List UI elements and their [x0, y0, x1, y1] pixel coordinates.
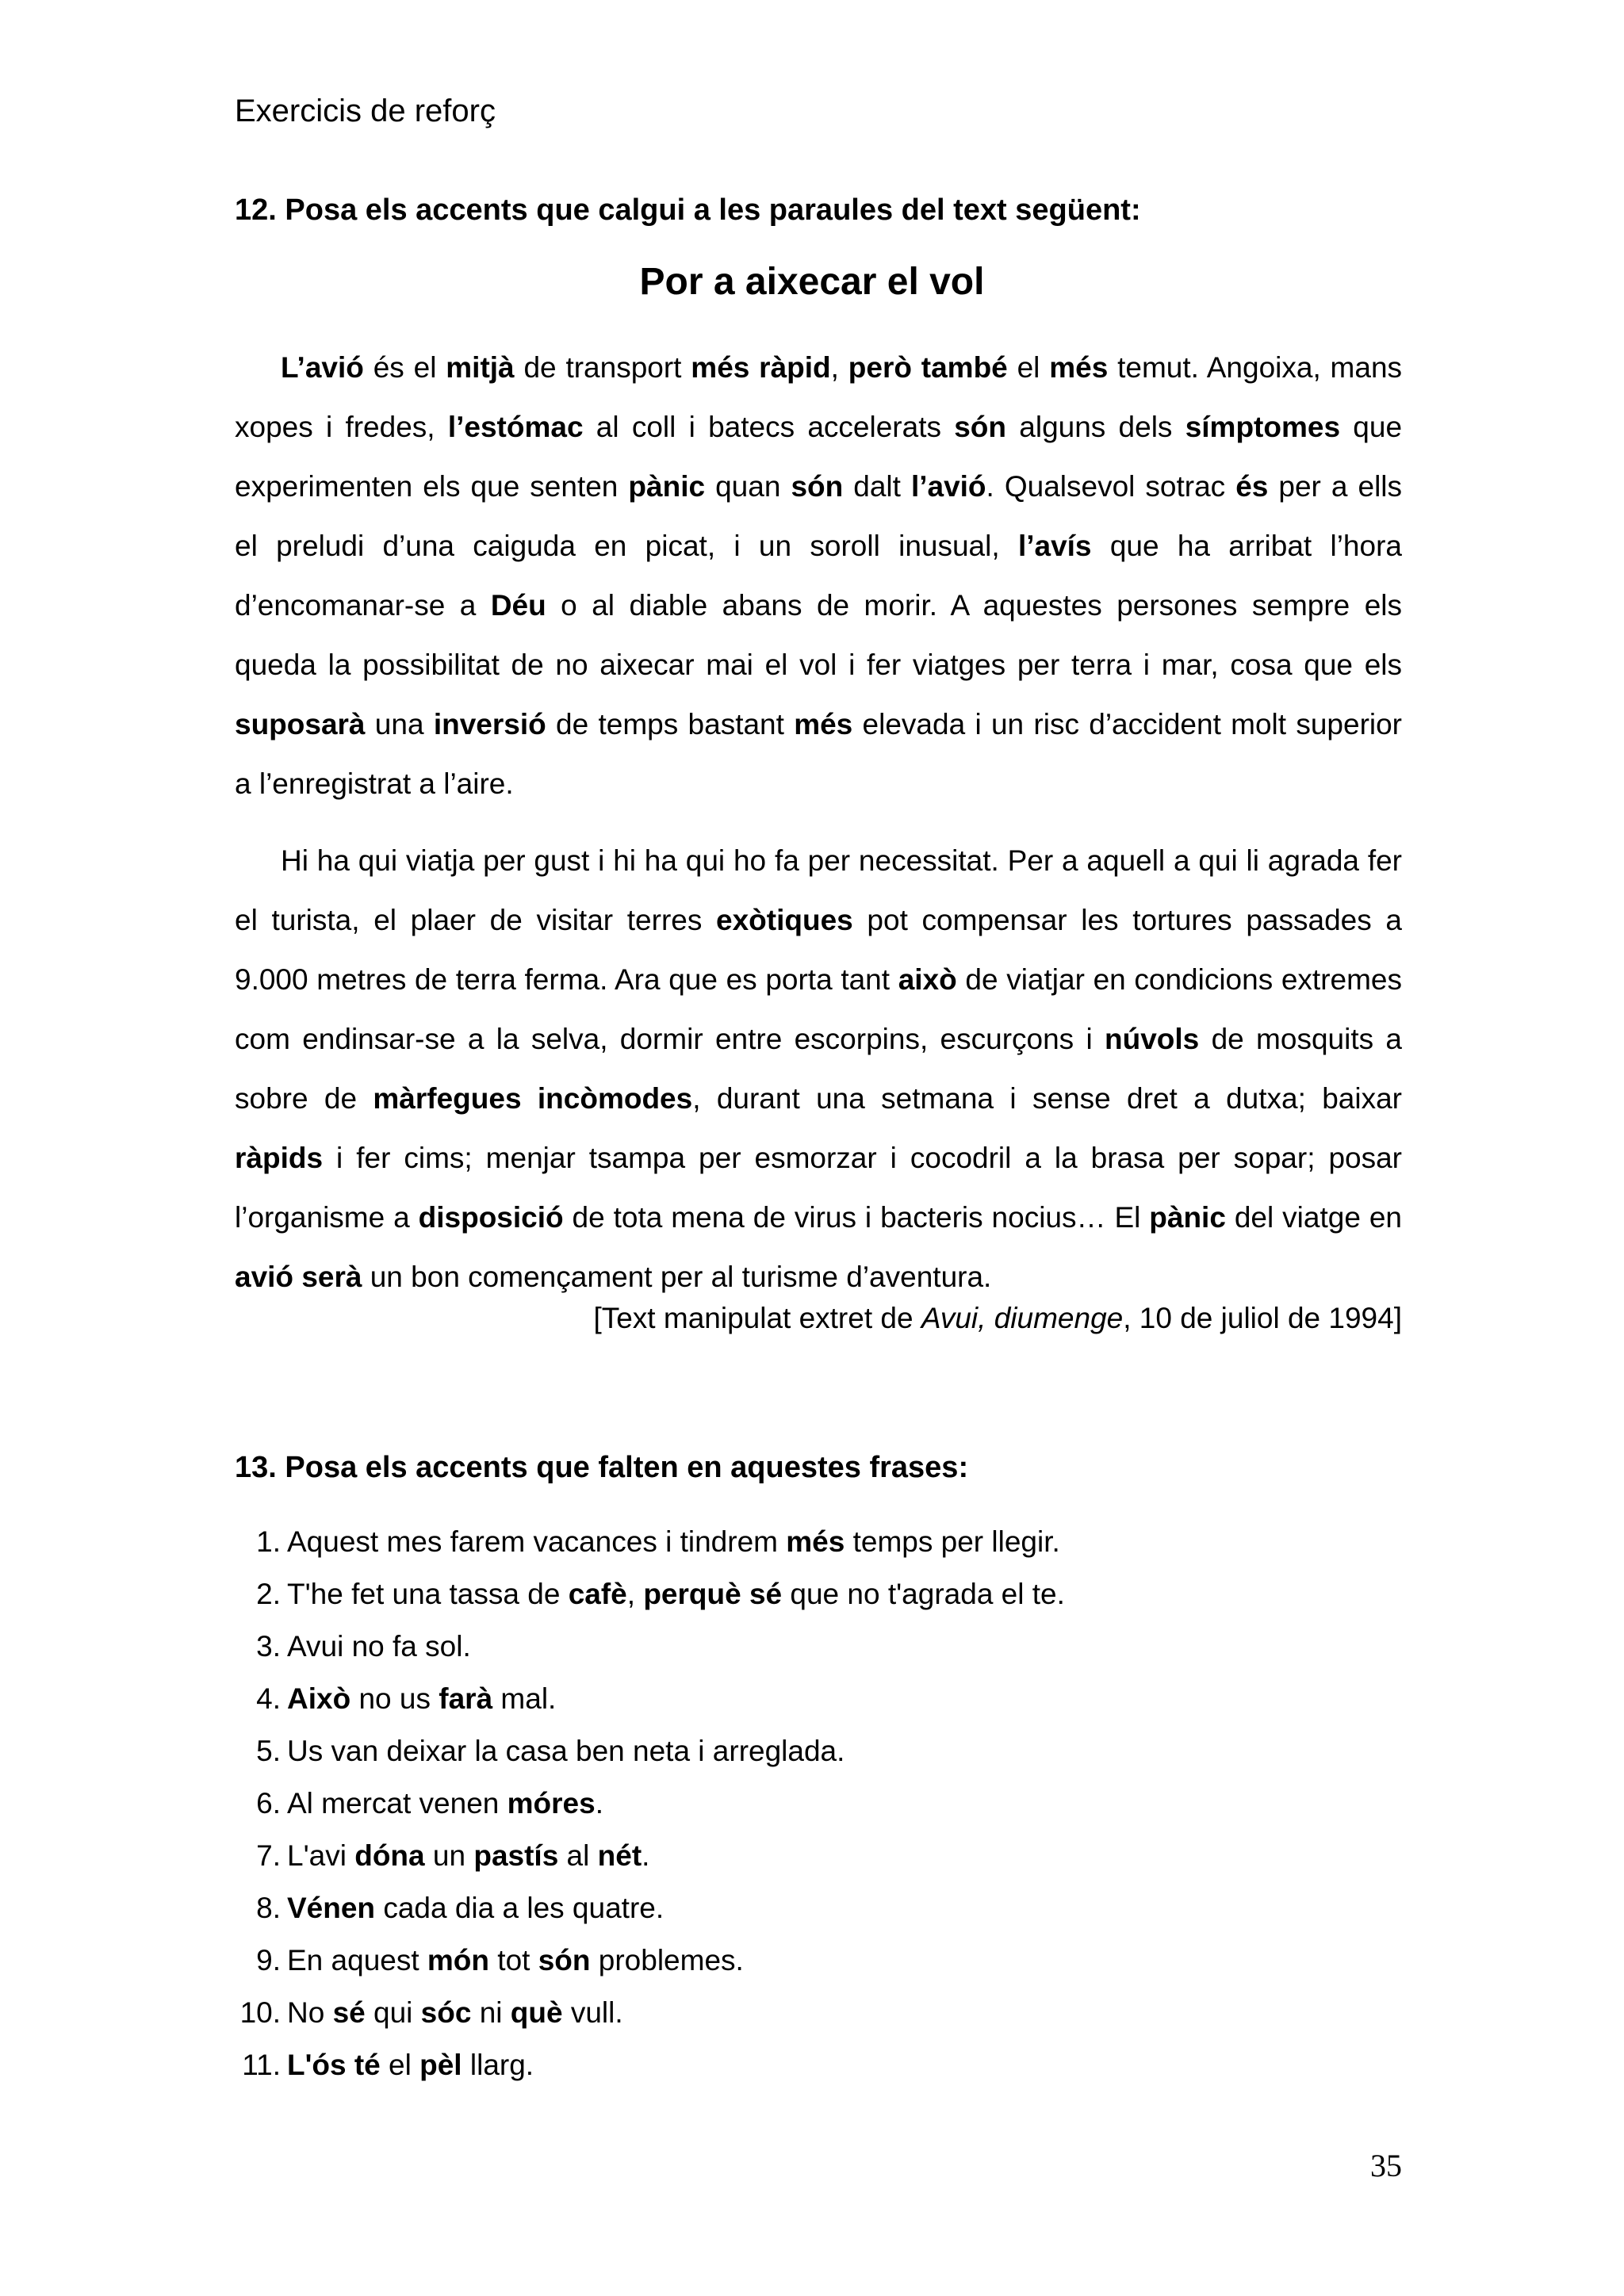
sentence-item	[235, 2039, 1065, 2091]
sentence-item	[235, 1882, 1065, 1934]
item-number: 4.	[256, 1682, 281, 1715]
bold-word: farà	[439, 1682, 493, 1715]
text-run: alguns dels	[1006, 411, 1185, 443]
bold-word: perquè sé	[643, 1578, 783, 1610]
bold-word: sóc	[420, 1996, 472, 2029]
bold-word: pastís	[473, 1839, 559, 1872]
bold-word: més	[786, 1525, 845, 1558]
bold-word: suposarà	[235, 708, 366, 740]
sentence-text	[287, 1830, 649, 1882]
text-run: al coll i batecs accelerats	[583, 411, 955, 443]
text-run: No	[287, 1996, 333, 2029]
text-run: problemes.	[590, 1944, 744, 1976]
text-run: el	[1007, 351, 1050, 384]
bold-word: són	[538, 1944, 591, 1976]
item-number: 2.	[256, 1578, 281, 1610]
text-run: . Qualsevol sotrac	[986, 470, 1236, 503]
bold-word: cafè	[568, 1578, 627, 1610]
text-run: o al diable abans de morir. A aquestes persones sempre els queda la possibilitat de no aixecar mai el vol i fer viatges per terra i mar, cosa que els	[235, 589, 1402, 681]
sentence-text	[287, 1882, 664, 1934]
bold-word: més	[794, 708, 853, 740]
bold-word: món	[427, 1944, 490, 1976]
bold-word: disposició	[418, 1201, 564, 1234]
text-run: que no t'agrada el te.	[782, 1578, 1065, 1610]
sentence-item	[235, 1934, 1065, 1987]
text-run: temut. Angoixa, mans xopes i fredes,	[235, 351, 1403, 443]
italic-text: Avui, diumenge	[921, 1302, 1124, 1334]
bold-word: sé	[332, 1996, 366, 2029]
bold-word: dóna	[354, 1839, 425, 1872]
exercise-13-heading: 13. Posa els accents que falten en aquestes frases:	[235, 1451, 969, 1484]
text-run: és el	[363, 351, 446, 384]
paragraph	[235, 831, 1402, 1307]
item-number: 7.	[256, 1839, 281, 1872]
sentence-text	[287, 1673, 556, 1725]
text-run: cada dia a les quatre.	[375, 1892, 665, 1924]
bold-word: què	[510, 1996, 563, 2029]
sentence-text	[287, 2039, 534, 2091]
text-run: de transport	[514, 351, 691, 384]
bold-word: núvols	[1105, 1023, 1200, 1055]
page-header: Exercicis de reforç	[235, 94, 496, 128]
bold-word: avió serà	[235, 1261, 362, 1293]
sentence-text	[287, 1934, 744, 1987]
text-run: un	[424, 1839, 474, 1872]
text-run: .	[642, 1839, 650, 1872]
text-run: de mosquits a sobre de	[235, 1023, 1402, 1115]
bold-word: més ràpid	[691, 351, 831, 384]
sentence-item	[235, 1987, 1065, 2039]
text-run: elevada i un risc d’accident molt superior a l’enregistrat a l’aire.	[235, 708, 1403, 800]
text-run: per a ells el preludi d’una caiguda en picat, i un soroll inusual,	[235, 470, 1403, 562]
bold-word: pànic	[1149, 1201, 1226, 1234]
text-run: Hi ha qui viatja per gust i hi ha qui ho fa per necessitat. Per a aquell a qui li agrada fer el turista, el plaer de visitar terres	[235, 844, 1402, 936]
source-citation	[235, 1302, 1402, 1335]
bold-word: mitjà	[446, 351, 515, 384]
text-run: ni	[471, 1996, 511, 2029]
text-run: quan	[705, 470, 791, 503]
bold-word: ràpids	[235, 1142, 324, 1174]
bold-word: l’avís	[1017, 530, 1092, 562]
bold-word: símptomes	[1185, 411, 1341, 443]
text-run: ,	[830, 351, 848, 384]
bold-word: móres	[507, 1787, 596, 1820]
text-run: una	[365, 708, 434, 740]
bold-word: és	[1235, 470, 1269, 503]
text-run: mal.	[492, 1682, 557, 1715]
sentence-text	[287, 1725, 845, 1777]
sentence-item	[235, 1516, 1065, 1568]
sentence-item	[235, 1568, 1065, 1621]
text-run: de viatjar en condicions extremes com endinsar-se a la selva, dormir entre escorpins, escurçons i	[235, 963, 1403, 1055]
item-number: 5.	[256, 1735, 281, 1767]
text-title: Por a aixecar el vol	[639, 261, 985, 303]
bold-word: Vénen	[287, 1892, 376, 1924]
text-run: T'he fet una tassa de	[287, 1578, 569, 1610]
bold-word: exòtiques	[716, 904, 853, 936]
text-run: dalt	[843, 470, 911, 503]
text-run: , durant una setmana i sense dret a dutxa; baixar	[692, 1082, 1402, 1115]
text-run: que ha arribat l’hora d’encomanar-se a	[235, 530, 1402, 622]
text-run: i fer cims; menjar tsampa per esmorzar i cocodril a la brasa per sopar; posar l’organisme a	[235, 1142, 1402, 1234]
bold-word: són	[791, 470, 844, 503]
text-run: vull.	[562, 1996, 623, 2029]
text-run: [Text manipulat extret de	[593, 1302, 921, 1334]
bold-word: Això	[287, 1682, 351, 1715]
text-run: pot compensar les tortures passades a 9.000 metres de terra ferma. Ara que es porta tant	[235, 904, 1403, 996]
item-number: 6.	[256, 1787, 281, 1820]
item-number: 11.	[242, 2049, 281, 2081]
text-run: .	[595, 1787, 603, 1820]
sentence-item	[235, 1621, 1065, 1673]
text-run: llarg.	[462, 2049, 534, 2081]
text-run: qui	[365, 1996, 421, 2029]
text-run: no us	[350, 1682, 439, 1715]
bold-word: pànic	[628, 470, 706, 503]
text-run: del viatge en	[1225, 1201, 1402, 1234]
text-run: ,	[626, 1578, 644, 1610]
text-run: el	[380, 2049, 420, 2081]
text-run: Al mercat venen	[287, 1787, 508, 1820]
bold-word: màrfegues incòmodes	[373, 1082, 693, 1115]
item-number: 9.	[256, 1944, 281, 1976]
bold-word: això	[898, 963, 957, 996]
bold-word: L’avió	[281, 351, 364, 384]
text-run: que experimenten els que senten	[235, 411, 1403, 503]
bold-word: l’avió	[910, 470, 986, 503]
bold-word: l’estómac	[447, 411, 584, 443]
item-number: 10.	[239, 1996, 281, 2029]
sentence-item	[235, 1673, 1065, 1725]
sentence-text	[287, 1568, 1065, 1621]
text-run: Aquest mes farem vacances i tindrem	[287, 1525, 787, 1558]
bold-word: inversió	[433, 708, 546, 740]
item-number: 8.	[256, 1892, 281, 1924]
sentence-item	[235, 1777, 1065, 1830]
text-run: al	[558, 1839, 598, 1872]
text-run: de tota mena de virus i bacteris nocius… El	[563, 1201, 1150, 1234]
sentence-text	[287, 1516, 1060, 1568]
passage	[235, 338, 1402, 1307]
sentence-item	[235, 1725, 1065, 1777]
bold-word: però també	[848, 351, 1008, 384]
text-run: Avui no fa sol.	[287, 1630, 471, 1663]
page-number: 35	[1370, 2148, 1402, 2183]
sentence-text	[287, 1621, 471, 1673]
text-run: temps per llegir.	[845, 1525, 1060, 1558]
bold-word: pèl	[419, 2049, 462, 2081]
item-number: 1.	[256, 1525, 281, 1558]
sentence-item	[235, 1830, 1065, 1882]
text-run: un bon començament per al turisme d’aventura.	[362, 1261, 992, 1293]
bold-word: més	[1049, 351, 1109, 384]
bold-word: L'ós té	[287, 2049, 381, 2081]
text-run: , 10 de juliol de 1994]	[1123, 1302, 1402, 1334]
bold-word: són	[954, 411, 1007, 443]
item-number: 3.	[256, 1630, 281, 1663]
paragraph	[235, 338, 1402, 813]
text-run: L'avi	[287, 1839, 355, 1872]
text-run: Us van deixar la casa ben neta i arreglada.	[287, 1735, 845, 1767]
sentence-text	[287, 1987, 623, 2039]
text-run: de temps bastant	[546, 708, 795, 740]
bold-word: nét	[597, 1839, 642, 1872]
bold-word: Déu	[490, 589, 546, 622]
sentence-list	[235, 1516, 1065, 2091]
exercise-12-heading: 12. Posa els accents que calgui a les paraules del text següent:	[235, 193, 1141, 227]
sentence-text	[287, 1777, 603, 1830]
text-run: En aquest	[287, 1944, 427, 1976]
text-run: tot	[489, 1944, 538, 1976]
